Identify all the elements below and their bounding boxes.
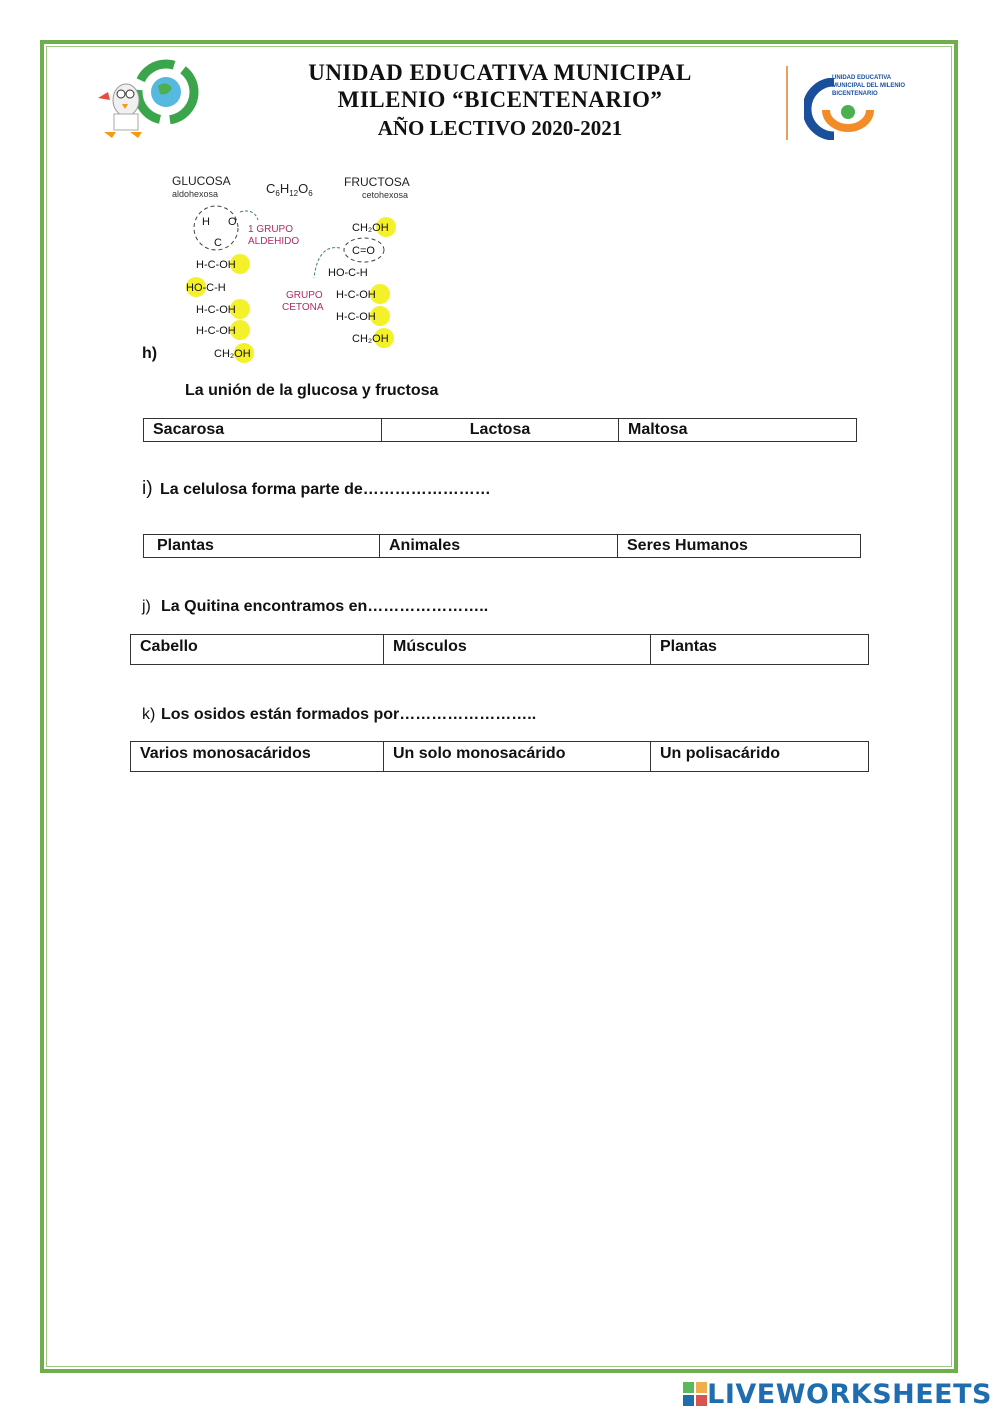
- option-sacarosa[interactable]: Sacarosa: [144, 419, 382, 441]
- logo-text-3: BICENTENARIO: [832, 91, 878, 97]
- question-j-letter: j): [142, 598, 151, 615]
- option-maltosa[interactable]: Maltosa: [628, 421, 688, 438]
- school-year: AÑO LECTIVO 2020-2021: [377, 116, 623, 140]
- svg-text:H-C-OH: H-C-OH: [336, 311, 376, 323]
- question-h-options: [143, 418, 857, 442]
- glucose-fructose-diagram: [164, 168, 424, 368]
- question-i-text: La celulosa forma parte de……………………: [160, 481, 491, 498]
- option-lactosa[interactable]: Lactosa: [382, 419, 619, 441]
- svg-text:CH₂OH: CH₂OH: [214, 348, 251, 360]
- fructosa-label: FRUCTOSA: [344, 175, 410, 189]
- question-i-letter: i): [142, 478, 153, 499]
- cetona-label-1: GRUPO: [286, 290, 323, 301]
- svg-text:H-C-OH: H-C-OH: [196, 259, 236, 271]
- formula-label: $C_6H_{12}O_6$: [266, 181, 313, 198]
- option-plantas-j[interactable]: Plantas: [660, 638, 717, 655]
- liveworksheets-icon: [683, 1382, 707, 1406]
- svg-text:CH₂OH: CH₂OH: [352, 333, 389, 345]
- aldehido-label-2: ALDEHIDO: [248, 236, 300, 247]
- svg-text:C=O: C=O: [352, 245, 375, 257]
- option-varios-monosacaridos[interactable]: Varios monosacáridos: [131, 742, 384, 771]
- question-j-text: La Quitina encontramos en…………………..: [161, 598, 489, 615]
- question-h-text: La unión de la glucosa y fructosa: [185, 382, 439, 399]
- svg-text:CH₂OH: CH₂OH: [352, 222, 389, 234]
- logo-text-1: UNIDAD EDUCATIVA: [832, 75, 892, 81]
- option-seres-humanos[interactable]: Seres Humanos: [627, 537, 748, 554]
- option-un-solo-monosacarido[interactable]: Un solo monosacárido: [384, 742, 651, 771]
- option-musculos[interactable]: Músculos: [384, 635, 651, 664]
- liveworksheets-brand: LIVEWORKSHEETS: [707, 1378, 992, 1410]
- option-un-polisacarido[interactable]: Un polisacárido: [660, 745, 781, 762]
- svg-text:HO-C-H: HO-C-H: [186, 282, 226, 294]
- svg-text:H-C-OH: H-C-OH: [196, 325, 236, 337]
- question-i-options: [143, 534, 861, 558]
- option-animales[interactable]: Animales: [380, 535, 618, 557]
- question-k-options: [130, 741, 869, 772]
- liveworksheets-logo: [683, 1378, 992, 1410]
- svg-text:C: C: [214, 237, 222, 249]
- question-h-letter: h): [142, 345, 158, 362]
- question-k-text: Los osidos están formados por……………………..: [161, 706, 537, 723]
- svg-text:H: H: [202, 216, 210, 228]
- school-name-line-2: MILENIO “BICENTENARIO”: [337, 87, 663, 112]
- cetohexosa-label: cetohexosa: [362, 190, 409, 200]
- school-logo: [786, 66, 910, 142]
- logo-text-2: MUNICIPAL DEL MILENIO: [832, 83, 906, 89]
- aldohexosa-label: aldohexosa: [172, 189, 219, 199]
- svg-text:H-C-OH: H-C-OH: [196, 304, 236, 316]
- svg-text:H-C-OH: H-C-OH: [336, 289, 376, 301]
- question-j-options: [130, 634, 869, 665]
- cetona-label-2: CETONA: [282, 302, 324, 313]
- glucosa-label: GLUCOSA: [172, 174, 231, 188]
- svg-text:O: O: [228, 216, 237, 228]
- option-plantas[interactable]: Plantas: [144, 535, 380, 557]
- school-mascot-logo: [88, 58, 208, 142]
- svg-text:HO-C-H: HO-C-H: [328, 267, 368, 279]
- school-name-line-1: UNIDAD EDUCATIVA MUNICIPAL: [308, 60, 692, 85]
- aldehido-label-1: 1 GRUPO: [248, 224, 294, 235]
- question-k-letter: k): [142, 706, 156, 723]
- option-cabello[interactable]: Cabello: [131, 635, 384, 664]
